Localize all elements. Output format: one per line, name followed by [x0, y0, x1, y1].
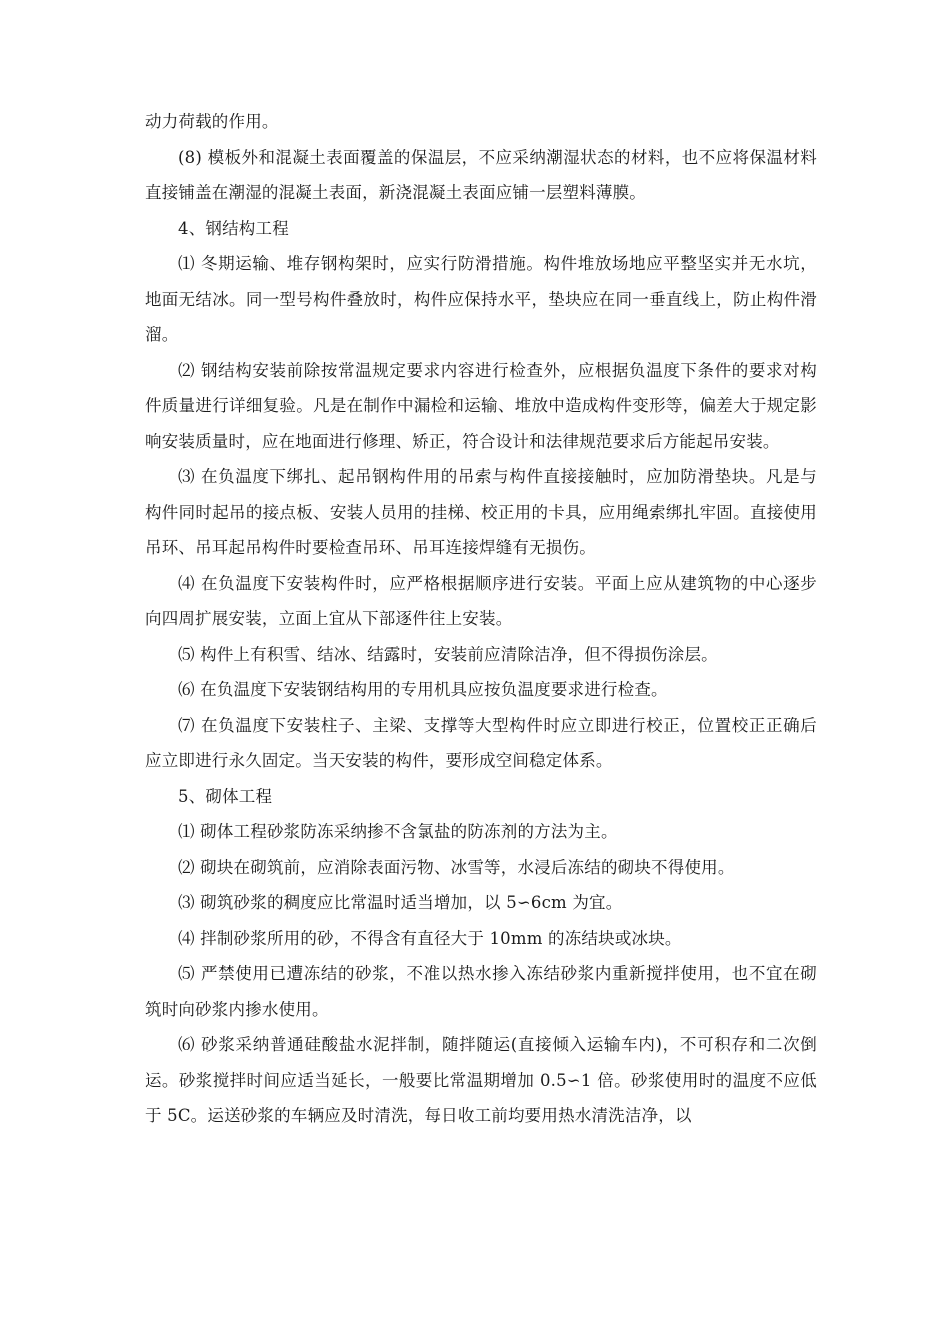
paragraph-steel-4: ⑷ 在负温度下安装构件时，应严格根据顺序进行安装。平面上应从建筑物的中心逐步向四周扩展安装，立面上宜从下部逐件往上安装。 [145, 573, 817, 628]
paragraph-steel-7: ⑺ 在负温度下安装柱子、主梁、支撑等大型构件时应立即进行校正，位置校正正确后应立即进行永久固定。当天安装的构件，要形成空间稳定体系。 [145, 715, 817, 770]
paragraph-masonry-6: ⑹ 砂浆采纳普通硅酸盐水泥拌制，随拌随运(直接倾入运输车内)，不可积存和二次倒运。砂浆搅拌时间应适当延长，一般要比常温期增加 0.5∽1 倍。砂浆使用时的温度不应低于 5C。运送砂浆的车辆应及时清洗，每日收工前均要用热水清洗洁净，以 [145, 1035, 817, 1125]
paragraph-masonry-3: ⑶ 砌筑砂浆的稠度应比常温时适当增加，以 5∽6cm 为宜。 [178, 893, 623, 912]
document-page [145, 104, 817, 1134]
paragraph-item-8: (8) 模板外和混凝土表面覆盖的保温层，不应采纳潮湿状态的材料，也不应将保温材料直接铺盖在潮湿的混凝土表面，新浇混凝土表面应铺一层塑料薄膜。 [145, 147, 817, 202]
paragraph-steel-3: ⑶ 在负温度下绑扎、起吊钢构件用的吊索与构件直接接触时，应加防滑垫块。凡是与构件同时起吊的接点板、安装人员用的挂梯、校正用的卡具，应用绳索绑扎牢固。直接使用吊环、吊耳起吊构件时要检查吊环、吊耳连接焊缝有无损伤。 [145, 467, 817, 557]
paragraph-steel-1: ⑴ 冬期运输、堆存钢构架时，应实行防滑措施。构件堆放场地应平整坚实并无水坑，地面无结冰。同一型号构件叠放时，构件应保持水平，垫块应在同一垂直线上，防止构件滑溜。 [145, 254, 817, 344]
paragraph-masonry-2: ⑵ 砌块在砌筑前，应消除表面污物、冰雪等，水浸后冻结的砌块不得使用。 [178, 857, 735, 877]
section-heading-masonry: 5、砌体工程 [178, 786, 273, 806]
paragraph-masonry-5: ⑸ 严禁使用已遭冻结的砂浆，不准以热水掺入冻结砂浆内重新搅拌使用，也不宜在砌筑时向砂浆内掺水使用。 [145, 964, 817, 1019]
paragraph-steel-2: ⑵ 钢结构安装前除按常温规定要求内容进行检查外，应根据负温度下条件的要求对构件质量进行详细复验。凡是在制作中漏检和运输、堆放中造成构件变形等，偏差大于规定影响安装质量时，应在地面进行修理、矫正，符合设计和法律规范要求后方能起吊安装。 [145, 360, 817, 451]
paragraph-masonry-1: ⑴ 砌体工程砂浆防冻采纳掺不含氯盐的防冻剂的方法为主。 [178, 822, 618, 841]
section-heading-steel-structure: 4、钢结构工程 [178, 218, 289, 238]
paragraph-continuation: 动力荷载的作用。 [145, 112, 279, 131]
paragraph-masonry-4: ⑷ 拌制砂浆所用的砂，不得含有直径大于 10mm 的冻结块或冰块。 [178, 928, 682, 948]
paragraph-steel-6: ⑹ 在负温度下安装钢结构用的专用机具应按负温度要求进行检查。 [178, 680, 668, 699]
paragraph-steel-5: ⑸ 构件上有积雪、结冰、结露时，安装前应清除洁净，但不得损伤涂层。 [178, 644, 718, 664]
